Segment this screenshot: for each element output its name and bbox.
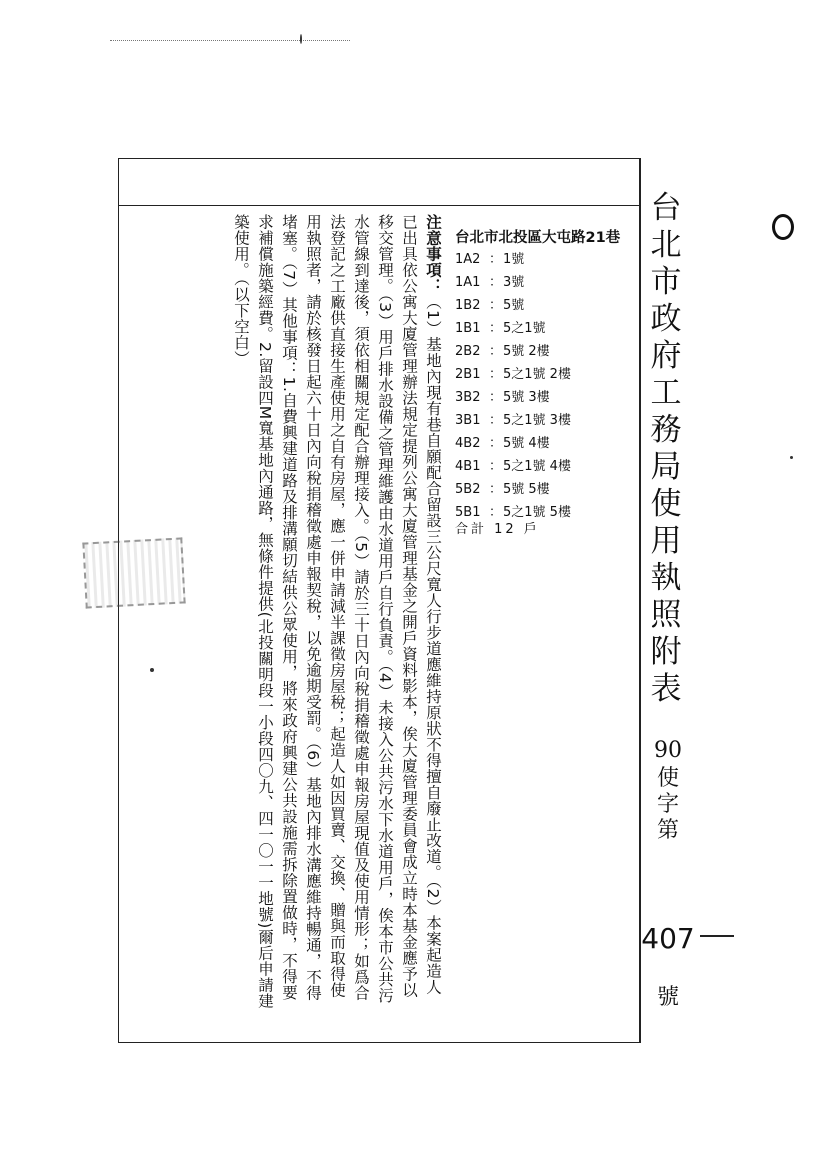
unit-colon: ： bbox=[489, 321, 503, 336]
scan-speck bbox=[150, 668, 154, 672]
unit-colon: ： bbox=[489, 344, 503, 359]
address-row bbox=[455, 409, 571, 432]
notes-section bbox=[195, 214, 445, 1009]
title-char: 用 bbox=[650, 523, 682, 559]
unit-colon: ： bbox=[489, 252, 503, 267]
scan-speck bbox=[790, 456, 793, 459]
seal-stamp bbox=[82, 537, 185, 608]
title-char: 台 bbox=[650, 190, 682, 226]
license-type-char-2: 字 bbox=[656, 792, 679, 817]
license-number: 407 bbox=[641, 922, 695, 955]
license-type-char-3: 第 bbox=[656, 818, 679, 843]
title-char: 府 bbox=[650, 338, 682, 374]
unit-address: 5之1號 5樓 bbox=[503, 505, 571, 520]
unit-code: 3B1 bbox=[455, 413, 481, 428]
title-char: 照 bbox=[650, 597, 682, 633]
title-char: 政 bbox=[650, 301, 682, 337]
address-row bbox=[455, 294, 571, 317]
unit-code: 3B2 bbox=[455, 390, 481, 405]
unit-code: 5B1 bbox=[455, 505, 481, 520]
title-char: 附 bbox=[650, 634, 682, 670]
scan-speck bbox=[300, 34, 302, 44]
notes-body: （1）基地內現有巷自願配合留設三公尺寬人行步道應維持原狀不得擅自廢止改道。（2）本案起造人已出具依公寓大廈管理辦法規定提列公寓大廈管理基金之開戶資料影本，俟大廈管理委員會成立時本基金應予以移交管理。（3）用戶排水設備之管理維護由水道用戶自行負責。（4）未接入公共污水下水道用戶，俟本市公共污水管線到達後，須依相關規定配合辦理接入。（5）請於三十日內向稅捐稽徵處申報房屋現值及使用情形；如爲合法登記之工廠供直接生產使用之自有房屋，應一併申請減半課徵房屋稅；起造人如因買賣、交換、贈與而取得使用執照者，請於核發日起六十日內向稅捐稽徵處申報契稅，以免逾期受罰。（6）基地內排水溝應維持暢通，不得堵塞。（7）其他事項：1.自費興建道路及排溝願切結供公眾使用，將來政府興建公共設施需拆除置做時，不得要求補償施築經費。2.留設四M寬基地內通路，無條件提供(北投關明段一小段四〇九、四一〇一一地號)爾后申請建築使用。（以下空白） bbox=[232, 214, 442, 1009]
address-row bbox=[455, 386, 571, 409]
unit-address: 5號 2樓 bbox=[503, 344, 550, 359]
title-char: 使 bbox=[650, 486, 682, 522]
unit-address: 5號 5樓 bbox=[503, 482, 550, 497]
address-row bbox=[455, 317, 571, 340]
license-suffix: 號 bbox=[656, 985, 679, 1010]
address-row bbox=[455, 340, 571, 363]
unit-code: 1A1 bbox=[455, 275, 481, 290]
license-type-char-1: 使 bbox=[656, 766, 679, 791]
title-column-divider bbox=[640, 158, 641, 1043]
unit-address: 3號 bbox=[503, 275, 525, 290]
unit-colon: ： bbox=[489, 505, 503, 520]
unit-colon: ： bbox=[489, 459, 503, 474]
title-char: 工 bbox=[650, 375, 682, 411]
unit-code: 5B2 bbox=[455, 482, 481, 497]
unit-colon: ： bbox=[489, 482, 503, 497]
notes-heading: 注意事項： bbox=[424, 214, 442, 294]
address-row bbox=[455, 432, 571, 455]
unit-address: 5之1號 2樓 bbox=[503, 367, 571, 382]
scan-noise bbox=[110, 40, 350, 49]
unit-address: 5號 4樓 bbox=[503, 436, 550, 451]
unit-address: 5號 3樓 bbox=[503, 390, 550, 405]
unit-code: 2B1 bbox=[455, 367, 481, 382]
address-row bbox=[455, 363, 571, 386]
title-char: 表 bbox=[650, 671, 682, 707]
punch-hole bbox=[772, 214, 794, 240]
unit-code: 4B2 bbox=[455, 436, 481, 451]
unit-colon: ： bbox=[489, 413, 503, 428]
title-char: 局 bbox=[650, 449, 682, 485]
unit-code: 2B2 bbox=[455, 344, 481, 359]
unit-colon: ： bbox=[489, 275, 503, 290]
unit-address: 5之1號 bbox=[503, 321, 546, 336]
title-char: 務 bbox=[650, 412, 682, 448]
title-char: 市 bbox=[650, 264, 682, 300]
address-row bbox=[455, 455, 571, 478]
address-row bbox=[455, 271, 571, 294]
address-heading: 台北市北投區大屯路21巷 bbox=[455, 230, 621, 246]
unit-address: 1號 bbox=[503, 252, 525, 267]
unit-code: 1B1 bbox=[455, 321, 481, 336]
address-row bbox=[455, 478, 571, 501]
unit-address: 5號 bbox=[503, 298, 525, 313]
unit-colon: ： bbox=[489, 367, 503, 382]
unit-address: 5之1號 3樓 bbox=[503, 413, 571, 428]
document-title bbox=[648, 190, 684, 708]
unit-code: 4B1 bbox=[455, 459, 481, 474]
address-row bbox=[455, 248, 571, 271]
address-list bbox=[455, 248, 571, 524]
household-total: 合計 12 戶 bbox=[455, 522, 540, 537]
unit-address: 5之1號 4樓 bbox=[503, 459, 571, 474]
unit-colon: ： bbox=[489, 298, 503, 313]
unit-colon: ： bbox=[489, 390, 503, 405]
unit-code: 1B2 bbox=[455, 298, 481, 313]
margin-mark bbox=[700, 935, 734, 937]
unit-colon: ： bbox=[489, 436, 503, 451]
title-char: 北 bbox=[650, 227, 682, 263]
unit-code: 1A2 bbox=[455, 252, 481, 267]
frame-divider bbox=[118, 205, 640, 206]
title-char: 執 bbox=[650, 560, 682, 596]
license-year: 90 bbox=[654, 738, 682, 763]
